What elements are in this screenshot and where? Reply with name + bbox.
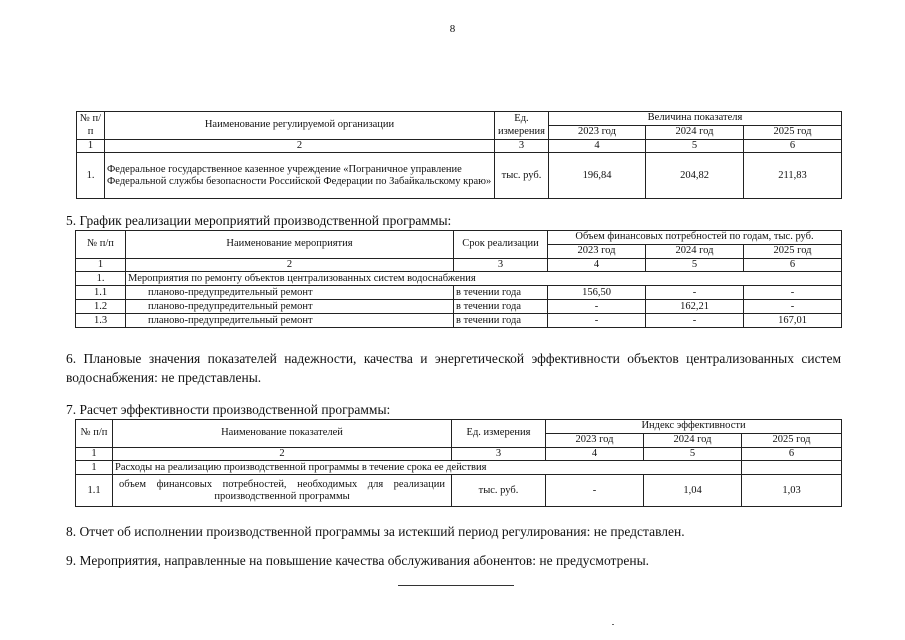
value-2023: -: [546, 475, 644, 507]
value-2023: 156,50: [548, 286, 646, 300]
group-num: 1.: [76, 272, 126, 286]
section-7-title: 7. Расчет эффективности производственной программы:: [66, 402, 391, 417]
activity-term: в течении года: [454, 314, 548, 328]
table-row: [76, 475, 842, 507]
table-row: [76, 300, 842, 314]
col-header-efficiency-index: Индекс эффективности: [546, 420, 842, 434]
value-2023: -: [548, 314, 646, 328]
index-row: [76, 448, 842, 461]
program-schedule-table: [75, 230, 842, 328]
organization-indicator-table: [76, 111, 842, 199]
activity-name: планово-предупредительный ремонт: [126, 286, 454, 300]
section-6-text: 6. Плановые значения показателей надежности, качества и энергетической эффективности объектов централизованных систем водоснабжения: не представлены.: [66, 351, 841, 385]
col-header-year: 2025 год: [744, 245, 842, 259]
row-unit: тыс. руб.: [495, 153, 549, 199]
activity-name: планово-предупредительный ремонт: [126, 314, 454, 328]
row-num: 1.2: [76, 300, 126, 314]
activity-name: планово-предупредительный ремонт: [126, 300, 454, 314]
col-header-num: № п/п: [76, 420, 113, 448]
index-cell: 5: [646, 140, 744, 153]
value-2023: -: [548, 300, 646, 314]
index-cell: 6: [744, 259, 842, 272]
org-name: Федеральное государственное казенное учреждение «Пограничное управление Федеральной службы безопасности Российской Федерации по Забайкальскому краю»: [105, 153, 495, 199]
value-2025: -: [744, 286, 842, 300]
col-header-indicator-name: Наименование показателей: [113, 420, 452, 448]
index-cell: 5: [644, 448, 742, 461]
value-2024: 162,21: [646, 300, 744, 314]
table-row: [77, 153, 842, 199]
group-name: Мероприятия по ремонту объектов централизованных систем водоснабжения: [126, 272, 842, 286]
col-header-year: 2025 год: [742, 434, 842, 448]
col-header-unit: Ед. измерения: [452, 420, 546, 448]
row-num: 1.1: [76, 286, 126, 300]
activity-term: в течении года: [454, 286, 548, 300]
col-header-year: 2024 год: [646, 126, 744, 140]
group-num: 1: [76, 461, 113, 475]
section-8-text: 8. Отчет об исполнении производственной программы за истекший период регулирования: не представлен.: [66, 524, 685, 539]
col-header-year: 2023 год: [549, 126, 646, 140]
value-2025: -: [744, 300, 842, 314]
index-cell: 2: [113, 448, 452, 461]
group-row: [76, 461, 842, 475]
index-cell: 2: [126, 259, 454, 272]
index-row: [76, 259, 842, 272]
index-cell: 4: [549, 140, 646, 153]
index-row: [77, 140, 842, 153]
value-2024: -: [646, 286, 744, 300]
index-cell: 3: [454, 259, 548, 272]
row-num: 1.: [77, 153, 105, 199]
value-2024: -: [646, 314, 744, 328]
activity-term: в течении года: [454, 300, 548, 314]
index-cell: 3: [452, 448, 546, 461]
index-cell: 4: [546, 448, 644, 461]
section-9-text: 9. Мероприятия, направленные на повышение качества обслуживания абонентов: не предусмотрены.: [66, 553, 650, 568]
page-number: 8: [449, 23, 456, 35]
col-header-year: 2023 год: [548, 245, 646, 259]
group-row: [76, 272, 842, 286]
index-cell: 6: [742, 448, 842, 461]
col-header-value: Величина показателя: [549, 112, 842, 126]
indicator-name: объем финансовых потребностей, необходимых для реализации производственной программы: [113, 475, 452, 507]
section-5-title: 5. График реализации мероприятий производственной программы:: [66, 213, 452, 228]
value-2025: 211,83: [744, 153, 842, 199]
col-header-org-name: Наименование регулируемой организации: [105, 112, 495, 140]
index-cell: 5: [646, 259, 744, 272]
value-2025: 167,01: [744, 314, 842, 328]
index-cell: 1: [76, 259, 126, 272]
row-unit: тыс. руб.: [452, 475, 546, 507]
row-num: 1.1: [76, 475, 113, 507]
index-cell: 2: [105, 140, 495, 153]
col-header-term: Срок реализации: [454, 231, 548, 259]
col-header-num: № п/п: [77, 112, 105, 140]
group-name: Расходы на реализацию производственной программы в течение срока ее действия: [113, 461, 742, 475]
col-header-year: 2024 год: [646, 245, 744, 259]
group-empty-cell: [742, 461, 842, 475]
col-header-activity-name: Наименование мероприятия: [126, 231, 454, 259]
table-row: [76, 314, 842, 328]
index-cell: 1: [77, 140, 105, 153]
col-header-year: 2025 год: [744, 126, 842, 140]
col-header-num: № п/п: [76, 231, 126, 259]
efficiency-table: [75, 419, 842, 507]
value-2024: 1,04: [644, 475, 742, 507]
closing-rule: [398, 585, 514, 586]
index-cell: 3: [495, 140, 549, 153]
value-2025: 1,03: [742, 475, 842, 507]
row-num: 1.3: [76, 314, 126, 328]
index-cell: 6: [744, 140, 842, 153]
col-header-year: 2023 год: [546, 434, 644, 448]
scan-speck: [612, 624, 614, 625]
col-header-unit: Ед. измерения: [495, 112, 549, 140]
table-row: [76, 286, 842, 300]
col-header-finance: Объем финансовых потребностей по годам, тыс. руб.: [548, 231, 842, 245]
index-cell: 1: [76, 448, 113, 461]
index-cell: 4: [548, 259, 646, 272]
col-header-year: 2024 год: [644, 434, 742, 448]
value-2023: 196,84: [549, 153, 646, 199]
value-2024: 204,82: [646, 153, 744, 199]
